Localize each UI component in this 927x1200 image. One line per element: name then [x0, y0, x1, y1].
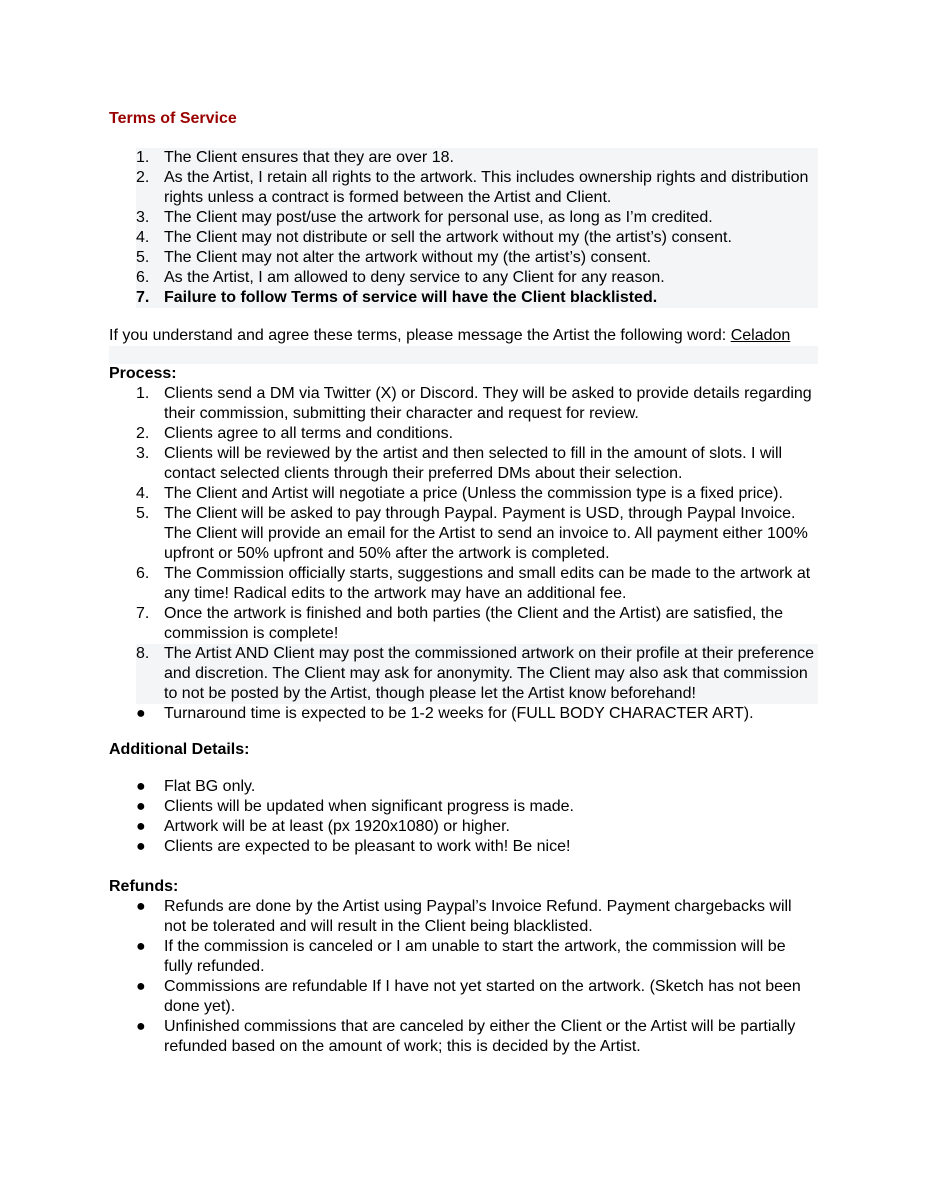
list-number: 3.: [136, 209, 150, 226]
bullet-icon: ●: [136, 818, 146, 835]
list-item-text: Clients send a DM via Twitter (X) or Discord. They will be asked to provide details regarding their commission, submitting their character and request for review.: [164, 385, 812, 422]
agree-keyword: Celadon: [730, 327, 791, 344]
list-item: [136, 288, 818, 308]
list-item: [109, 977, 818, 1017]
tos-list: [136, 148, 818, 308]
list-number: 2.: [136, 425, 150, 442]
bullet-icon: ●: [136, 898, 146, 915]
list-number: 5.: [136, 505, 150, 522]
list-item: [136, 268, 818, 288]
list-item: [136, 168, 818, 208]
list-item-text: Clients agree to all terms and conditions.: [164, 425, 454, 442]
refunds-heading: Refunds:: [109, 878, 179, 895]
list-item: [109, 384, 818, 424]
agree-text: If you understand and agree these terms, please message the Artist the following word:: [109, 327, 731, 344]
process-bullets: [109, 704, 818, 724]
list-item-text: The Client may post/use the artwork for personal use, as long as I’m credited.: [164, 209, 713, 226]
list-item: [136, 228, 818, 248]
tos-title: Terms of Service: [109, 110, 237, 127]
list-item: [109, 837, 818, 857]
list-item-text: As the Artist, I retain all rights to the artwork. This includes ownership rights and distribution rights unless a contract is formed between the Artist and Client.: [164, 169, 809, 206]
list-number: 1.: [136, 385, 150, 402]
list-item: [136, 208, 818, 228]
list-item-text: Artwork will be at least (px 1920x1080) or higher.: [164, 818, 510, 835]
list-number: 1.: [136, 149, 150, 166]
bullet-icon: ●: [136, 1018, 146, 1035]
bullet-icon: ●: [136, 978, 146, 995]
list-item-text: The Client ensures that they are over 18.: [164, 149, 454, 166]
list-item: [109, 797, 818, 817]
list-item-text: Flat BG only.: [164, 778, 256, 795]
list-item: [109, 604, 818, 644]
list-item-text: Unfinished commissions that are canceled by either the Client or the Artist will be partially refunded based on the amount of work; this is decided by the Artist.: [164, 1018, 796, 1055]
bullet-icon: ●: [136, 705, 146, 722]
refunds-list: [109, 897, 818, 1057]
list-item: [136, 248, 818, 268]
bullet-icon: ●: [136, 798, 146, 815]
agree-statement: [109, 326, 818, 346]
list-item-text: Failure to follow Terms of service will have the Client blacklisted.: [164, 289, 658, 306]
list-number: 4.: [136, 229, 150, 246]
bullet-icon: ●: [136, 938, 146, 955]
document-content: [109, 109, 818, 1057]
bullet-icon: ●: [136, 778, 146, 795]
list-number: 2.: [136, 169, 150, 186]
list-number: 4.: [136, 485, 150, 502]
list-item: [109, 777, 818, 797]
list-item: [136, 148, 818, 168]
list-item: [109, 817, 818, 837]
list-item: [109, 484, 818, 504]
list-number: 7.: [136, 605, 150, 622]
list-item-text: Refunds are done by the Artist using Paypal’s Invoice Refund. Payment chargebacks will not be tolerated and will result in the Client being blacklisted.: [164, 898, 792, 935]
list-item-text: The Artist AND Client may post the commissioned artwork on their profile at their preference and discretion. The Client may ask for anonymity. The Client may also ask that commission to not be posted by the Artist, though please let the Artist know beforehand!: [164, 645, 815, 702]
list-item-text: Clients will be reviewed by the artist and then selected to fill in the amount of slots. I will contact selected clients through their preferred DMs about their selection.: [164, 445, 783, 482]
list-item-text: Clients will be updated when significant progress is made.: [164, 798, 574, 815]
list-item: [109, 897, 818, 937]
list-item-text: If the commission is canceled or I am unable to start the artwork, the commission will be fully refunded.: [164, 938, 786, 975]
list-number: 6.: [136, 269, 150, 286]
additional-heading: Additional Details:: [109, 741, 250, 758]
list-number: 3.: [136, 445, 150, 462]
bullet-icon: ●: [136, 838, 146, 855]
list-item: [109, 444, 818, 484]
shaded-divider: [109, 346, 818, 364]
list-item-text: Commissions are refundable If I have not yet started on the artwork. (Sketch has not been done yet).: [164, 978, 801, 1015]
list-item-text: Once the artwork is finished and both parties (the Client and the Artist) are satisfied, the commission is complete!: [164, 605, 783, 642]
list-item-text: Turnaround time is expected to be 1-2 weeks for (FULL BODY CHARACTER ART).: [164, 705, 754, 722]
list-item: [109, 424, 818, 444]
list-item: [136, 644, 818, 704]
list-item: [109, 704, 818, 724]
list-item-text: The Commission officially starts, suggestions and small edits can be made to the artwork at any time! Radical edits to the artwork may have an additional fee.: [164, 565, 811, 602]
list-number: 6.: [136, 565, 150, 582]
list-item: [109, 564, 818, 604]
list-item-text: The Client and Artist will negotiate a price (Unless the commission type is a fixed price).: [164, 485, 783, 502]
list-item: [109, 1017, 818, 1057]
list-number: 5.: [136, 249, 150, 266]
list-item-text: The Client may not distribute or sell the artwork without my (the artist’s) consent.: [164, 229, 732, 246]
list-item: [109, 937, 818, 977]
list-item-text: The Client may not alter the artwork without my (the artist’s) consent.: [164, 249, 652, 266]
list-number: 7.: [136, 289, 150, 306]
additional-list: [109, 777, 818, 857]
list-item-text: Clients are expected to be pleasant to work with! Be nice!: [164, 838, 571, 855]
process-heading: Process:: [109, 365, 177, 382]
process-list: [109, 384, 818, 704]
list-item-text: The Client will be asked to pay through Paypal. Payment is USD, through Paypal Invoice. The Client will provide an email for the Artist to send an invoice to. All payment either 100% upfront or 50% upfront and 50% after the artwork is completed.: [164, 505, 808, 562]
list-number: 8.: [136, 645, 150, 662]
list-item: [109, 504, 818, 564]
list-item-text: As the Artist, I am allowed to deny service to any Client for any reason.: [164, 269, 665, 286]
